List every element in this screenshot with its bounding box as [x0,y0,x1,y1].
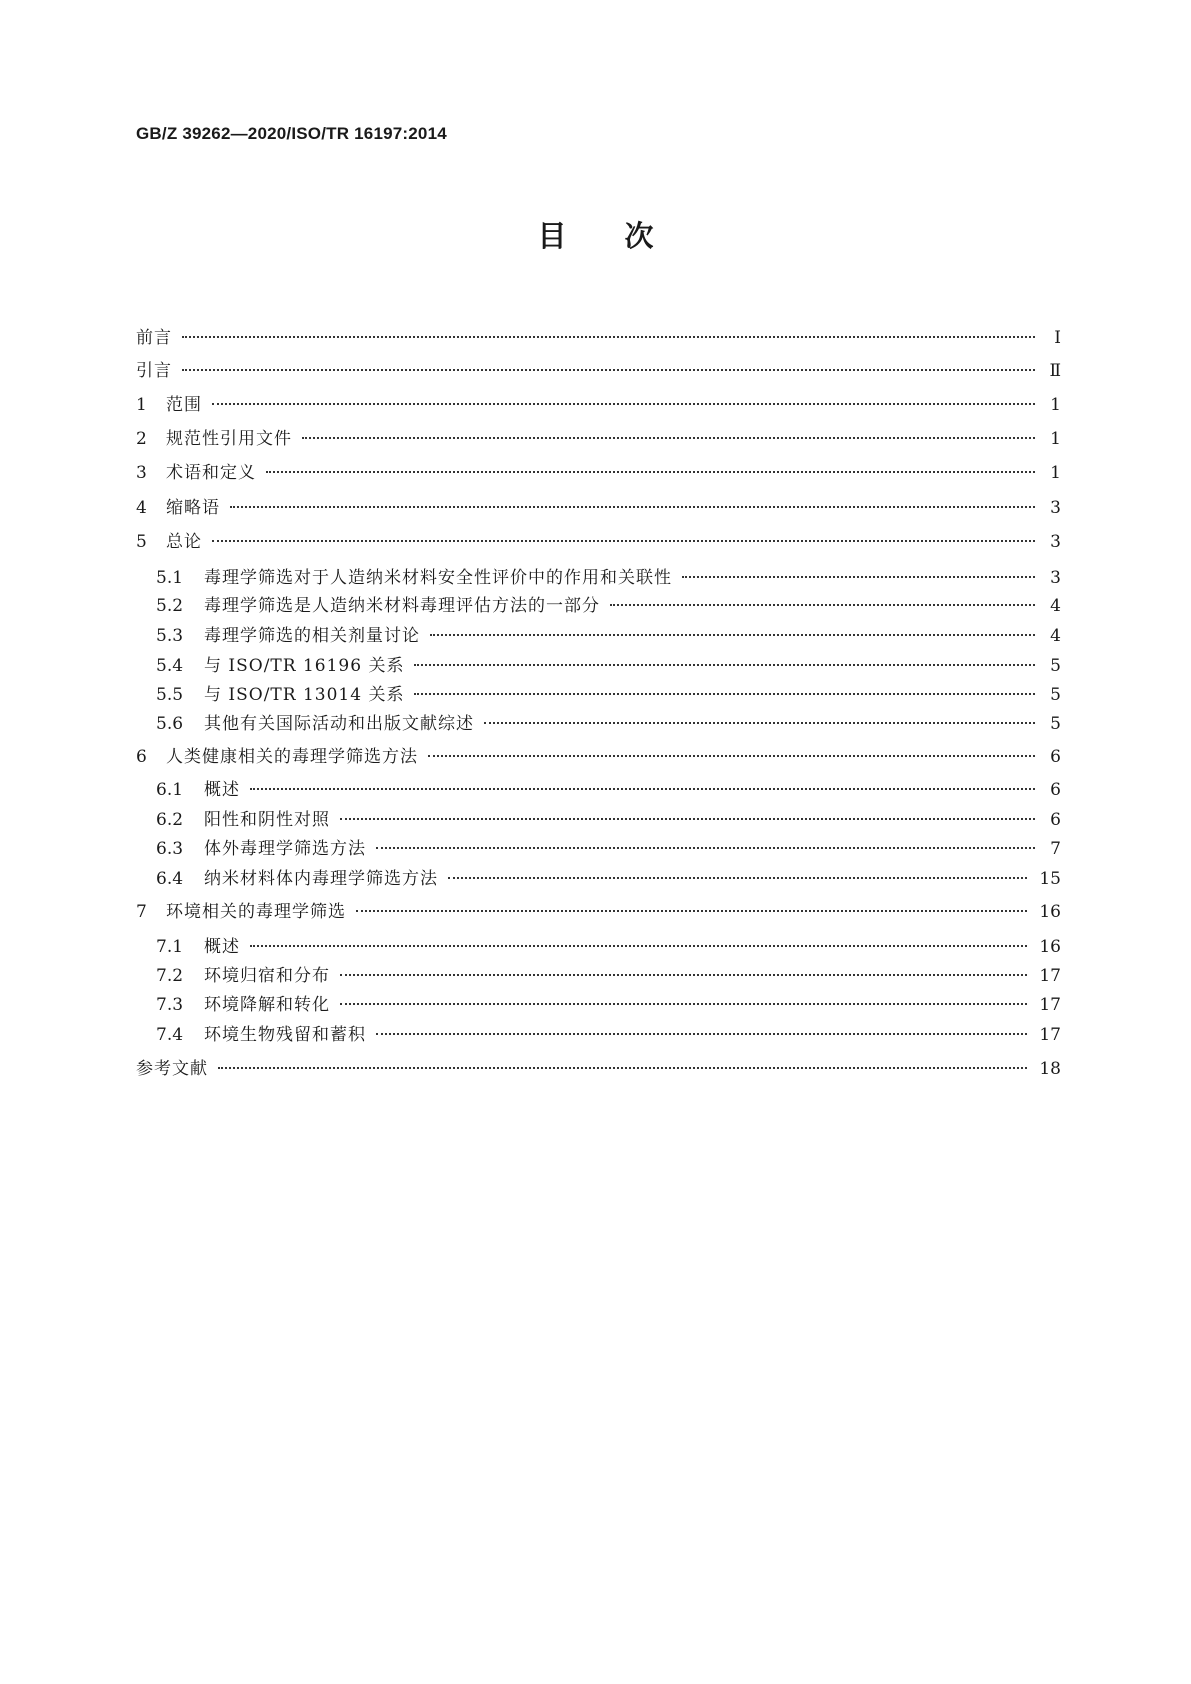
toc-entry-label: 其他有关国际活动和出版文献综述 [204,714,474,734]
toc-entry-page-number: 6 [1050,810,1061,830]
toc-entry-page-number: 1 [1050,395,1061,415]
toc-entry-label: 术语和定义 [166,463,256,483]
toc-entry-number: 6.1 [156,780,184,800]
toc-entry-number: 7.4 [156,1025,184,1045]
toc-entry-label: 人类健康相关的毒理学筛选方法 [166,747,418,767]
toc-entry-label: 与 ISO/TR 16196 关系 [204,656,405,676]
toc-entry[interactable] [136,937,1061,957]
toc-entry-label: 概述 [204,937,240,957]
toc-title: 目次 [537,219,712,253]
toc-entry-label: 概述 [204,780,240,800]
toc-entry[interactable] [136,869,1061,889]
toc-entry-number: 6.2 [156,810,184,830]
toc-entry-number: 5.3 [156,626,184,646]
toc-entry-page-number: 7 [1050,839,1061,859]
toc-entry-label: 毒理学筛选的相关剂量讨论 [204,626,420,646]
toc-entry-page-number: 6 [1050,780,1061,800]
toc-entry-page-number: 5 [1050,685,1061,705]
dot-leader [376,1033,1027,1035]
toc-entry-number: 5.5 [156,685,184,705]
toc-entry-page-number: Ⅱ [1049,361,1061,381]
toc-entry-number: 5.6 [156,714,184,734]
toc-entry[interactable] [136,361,1061,381]
toc-entry[interactable] [136,966,1061,986]
toc-entry-page-number: 18 [1039,1059,1061,1079]
toc-entry[interactable] [136,568,1061,588]
toc-entry-page-number: 1 [1050,463,1061,483]
dot-leader [376,847,1035,849]
toc-entry[interactable] [136,1025,1061,1045]
toc-entry-page-number: 1 [1050,429,1061,449]
toc-entry-label: 参考文献 [136,1059,208,1079]
toc-entry-number: 7.2 [156,966,184,986]
toc-entry[interactable] [136,498,1061,518]
toc-entry-page-number: Ⅰ [1054,328,1061,348]
toc-entry[interactable] [136,714,1061,734]
toc-entry[interactable] [136,810,1061,830]
toc-entry[interactable] [136,328,1061,348]
toc-entry-page-number: 17 [1039,995,1061,1015]
toc-entry[interactable] [136,463,1061,483]
toc-entry-label: 毒理学筛选是人造纳米材料毒理评估方法的一部分 [204,596,600,616]
dot-leader [430,634,1035,636]
toc-entry-number: 6 [136,747,147,767]
toc-entry-label: 环境相关的毒理学筛选 [166,902,346,922]
toc-entry-page-number: 17 [1039,966,1061,986]
toc-entry-number: 5.1 [156,568,184,588]
toc-entry[interactable] [136,1059,1061,1079]
toc-entry-number: 5.2 [156,596,184,616]
dot-leader [250,945,1027,947]
dot-leader [340,818,1035,820]
toc-entry-label: 体外毒理学筛选方法 [204,839,366,859]
toc-entry-label: 毒理学筛选对于人造纳米材料安全性评价中的作用和关联性 [204,568,672,588]
dot-leader [302,437,1035,439]
toc-entry[interactable] [136,596,1061,616]
toc-entry-number: 6.3 [156,839,184,859]
dot-leader [212,403,1035,405]
toc-entry[interactable] [136,747,1061,767]
toc-entry-page-number: 17 [1039,1025,1061,1045]
dot-leader [340,974,1027,976]
standard-number-header: GB/Z 39262—2020/ISO/TR 16197:2014 [136,124,447,143]
toc-entry[interactable] [136,995,1061,1015]
dot-leader [250,788,1035,790]
dot-leader [230,506,1035,508]
toc-entry[interactable] [136,902,1061,922]
toc-entry-number: 7 [136,902,147,922]
toc-entry-label: 环境生物残留和蓄积 [204,1025,366,1045]
dot-leader [610,604,1035,606]
toc-entry-label: 环境归宿和分布 [204,966,330,986]
dot-leader [340,1003,1027,1005]
toc-entry-number: 7.1 [156,937,184,957]
dot-leader [484,722,1035,724]
toc-entry-page-number: 5 [1050,656,1061,676]
toc-entry-label: 前言 [136,328,172,348]
toc-entry-number: 5 [136,532,147,552]
toc-entry-page-number: 3 [1050,498,1061,518]
toc-entry[interactable] [136,429,1061,449]
dot-leader [182,369,1035,371]
toc-entry-number: 5.4 [156,656,184,676]
toc-entry[interactable] [136,656,1061,676]
toc-entry-number: 1 [136,395,147,415]
toc-entry[interactable] [136,395,1061,415]
dot-leader [414,693,1035,695]
dot-leader [266,471,1035,473]
dot-leader [414,664,1035,666]
toc-entry[interactable] [136,839,1061,859]
toc-entry[interactable] [136,532,1061,552]
toc-entry-page-number: 15 [1039,869,1061,889]
toc-entry-page-number: 5 [1050,714,1061,734]
toc-entry-label: 引言 [136,361,172,381]
toc-entry-label: 环境降解和转化 [204,995,330,1015]
toc-entry-label: 范围 [166,395,202,415]
toc-entry-label: 规范性引用文件 [166,429,292,449]
toc-entry-page-number: 4 [1050,596,1061,616]
dot-leader [448,877,1027,879]
toc-entry-label: 总论 [166,532,202,552]
toc-entry-number: 7.3 [156,995,184,1015]
toc-entry-label: 与 ISO/TR 13014 关系 [204,685,405,705]
dot-leader [682,576,1035,578]
dot-leader [182,336,1035,338]
toc-entry-label: 纳米材料体内毒理学筛选方法 [204,869,438,889]
dot-leader [428,755,1035,757]
toc-entry-page-number: 16 [1039,937,1061,957]
toc-entry-number: 4 [136,498,147,518]
toc-entry-page-number: 4 [1050,626,1061,646]
dot-leader [356,910,1027,912]
dot-leader [218,1067,1027,1069]
toc-entry-page-number: 3 [1050,532,1061,552]
toc-entry-page-number: 16 [1039,902,1061,922]
toc-entry-label: 阳性和阴性对照 [204,810,330,830]
toc-entry[interactable] [136,626,1061,646]
toc-entry-number: 6.4 [156,869,184,889]
toc-entry[interactable] [136,685,1061,705]
toc-entry-number: 2 [136,429,147,449]
toc-entry-page-number: 3 [1050,568,1061,588]
toc-entry-number: 3 [136,463,147,483]
toc-entry-label: 缩略语 [166,498,220,518]
dot-leader [212,540,1035,542]
toc-entry-page-number: 6 [1050,747,1061,767]
toc-entry[interactable] [136,780,1061,800]
